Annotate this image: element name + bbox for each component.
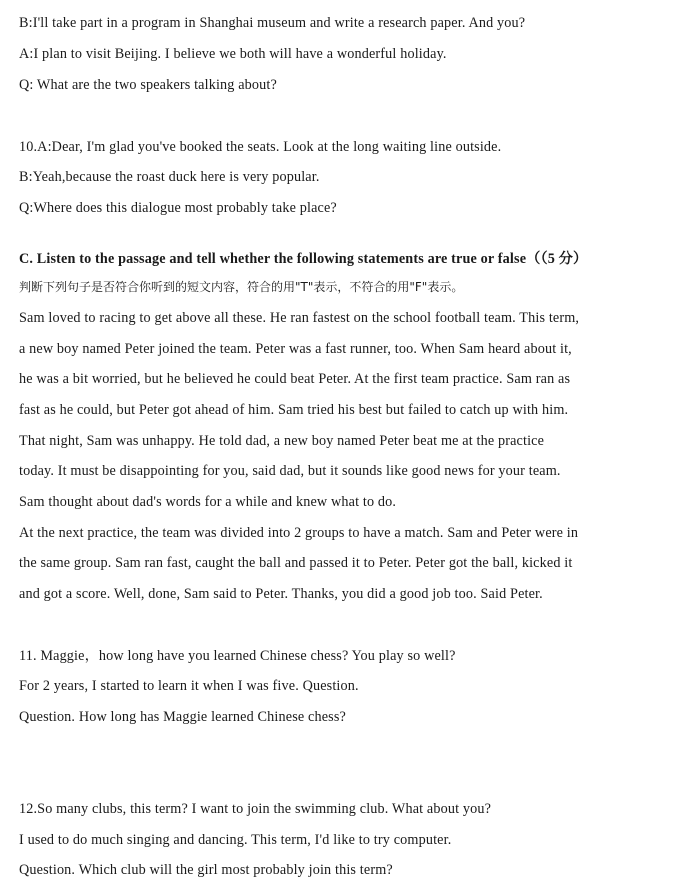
passage-line: and got a score. Well, done, Sam said to Peter. Thanks, you did a good job too. Said Peter. [19, 586, 543, 602]
dialogue11-line-2: For 2 years, I started to learn it when I was five. Question. [19, 678, 359, 694]
passage-line: Sam thought about dad's words for a while and knew what to do. [19, 494, 397, 510]
dialogue10-line-a: 10.A:Dear, I'm glad you've booked the seats. Look at the long waiting line outside. [19, 139, 502, 155]
passage-line: fast as he could, but Peter got ahead of him. Sam tried his best but failed to catch up with him. [19, 402, 569, 418]
section-c-instruction: 判断下列句子是否符合你听到的短文内容，符合的用"T"表示，不符合的用"F"表示。 [19, 280, 464, 294]
dialogue9-question: Q: What are the two speakers talking about? [19, 77, 277, 93]
passage-line: Sam loved to racing to get above all these. He ran fastest on the school football team. This term, [19, 310, 580, 326]
passage-line: the same group. Sam ran fast, caught the ball and passed it to Peter. Peter got the ball, kicked it [19, 555, 573, 571]
dialogue9-line-b: B:I'll take part in a program in Shanghai museum and write a research paper. And you? [19, 15, 526, 31]
passage-line: he was a bit worried, but he believed he could beat Peter. At the first team practice. Sam ran as [19, 371, 571, 387]
passage-line: today. It must be disappointing for you, said dad, but it sounds like good news for your team. [19, 463, 561, 479]
dialogue11-line-1: 11. Maggie，how long have you learned Chinese chess? You play so well? [19, 648, 456, 664]
passage-line: At the next practice, the team was divided into 2 groups to have a match. Sam and Peter were in [19, 525, 579, 541]
section-c-heading: C. Listen to the passage and tell whether the following statements are true or false（（5 分） [19, 251, 588, 267]
dialogue10-question: Q:Where does this dialogue most probably take place? [19, 200, 337, 216]
dialogue12-line-2: I used to do much singing and dancing. This term, I'd like to try computer. [19, 832, 452, 848]
dialogue9-line-a: A:I plan to visit Beijing. I believe we both will have a wonderful holiday. [19, 46, 447, 62]
passage-line: a new boy named Peter joined the team. Peter was a fast runner, too. When Sam heard about it, [19, 341, 572, 357]
dialogue12-line-1: 12.So many clubs, this term? I want to join the swimming club. What about you? [19, 801, 492, 817]
dialogue11-question: Question. How long has Maggie learned Chinese chess? [19, 709, 346, 725]
passage-line: That night, Sam was unhappy. He told dad, a new boy named Peter beat me at the practice [19, 433, 545, 449]
dialogue12-question: Question. Which club will the girl most probably join this term? [19, 862, 393, 878]
dialogue10-line-b: B:Yeah,because the roast duck here is very popular. [19, 169, 320, 185]
